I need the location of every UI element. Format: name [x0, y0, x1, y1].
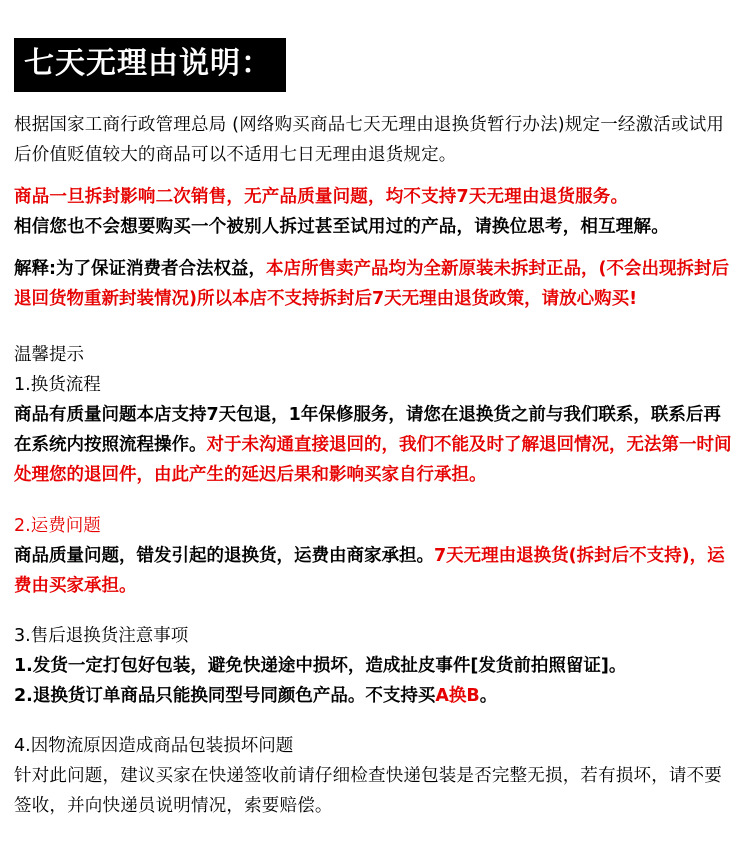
tips-heading: 温馨提示	[14, 345, 84, 366]
section-1-red-text: 对于未沟通直接退回的，我们不能及时了解退回情况，无法第一时间处理您的退回件，由此产生的延迟后果和影响买家自行承担。	[14, 435, 732, 486]
section-3-item-2-suffix: 。	[479, 686, 498, 706]
section-2-red-text: 7天无理由退换货(拆封后不支持)，运费由买家承担。	[14, 545, 725, 596]
section-1-black-text: 商品有质量问题本店支持7天包退，1年保修服务，请您在退换货之前与我们联系，联系后再在系统内按照流程操作。	[14, 405, 721, 456]
title-banner	[14, 0, 736, 102]
section-3-item-2-highlight: A换B	[435, 686, 480, 706]
page-title: 七天无理由说明：	[14, 38, 286, 92]
section-4-heading: 4.因物流原因造成商品包装损坏问题	[14, 736, 294, 757]
section-4-body: 针对此问题，建议买家在快递签收前请仔细检查快递包装是否完整无损，若有损坏，请不要签收，并向快递员说明情况，索要赔偿。	[14, 766, 722, 817]
section-1-body	[14, 400, 736, 490]
section-1-heading: 1.换货流程	[14, 375, 101, 396]
spacer	[14, 491, 736, 511]
section-3-item-1: 1.发货一定打包好包装，避免快递途中损坏，造成扯皮事件[发货前拍照留证]。	[14, 655, 627, 676]
spacer	[14, 170, 736, 182]
spacer	[14, 601, 736, 621]
explanation-prefix: 解释:为了保证消费者合法权益，	[14, 258, 266, 279]
section-2-black-text: 商品质量问题，错发引起的退换货，运费由商家承担。	[14, 545, 434, 566]
spacer	[14, 711, 736, 731]
intro-paragraph: 根据国家工商行政管理总局 (网络购买商品七天无理由退换货暂行办法)规定一经激活或试用后价值贬值较大的商品可以不适用七日无理由退货规定。	[14, 114, 725, 165]
section-2-body	[14, 541, 736, 601]
section-3-item-2-prefix: 2.退换货订单商品只能换同型号同颜色产品。不支持买	[14, 686, 436, 706]
explanation-highlight: 本店所售卖产品均为全新原装未拆封正品，(不会出现拆封后退回货物重新封装情况)所以本店不支持拆封后7天无理由退货政策，请放心购买!	[14, 258, 729, 309]
warning-line-1: 商品一旦拆封影响二次销售，无产品质量问题，均不支持7天无理由退货服务。	[14, 186, 629, 207]
section-3-item-2	[14, 681, 736, 711]
explanation-paragraph	[14, 254, 736, 314]
warning-line-2: 相信您也不会想要购买一个被别人拆过甚至试用过的产品，请换位思考，相互理解。	[14, 216, 669, 237]
section-2-heading: 2.运费问题	[14, 515, 101, 536]
section-3-heading: 3.售后退换货注意事项	[14, 625, 189, 646]
spacer	[14, 314, 736, 340]
spacer	[14, 242, 736, 254]
